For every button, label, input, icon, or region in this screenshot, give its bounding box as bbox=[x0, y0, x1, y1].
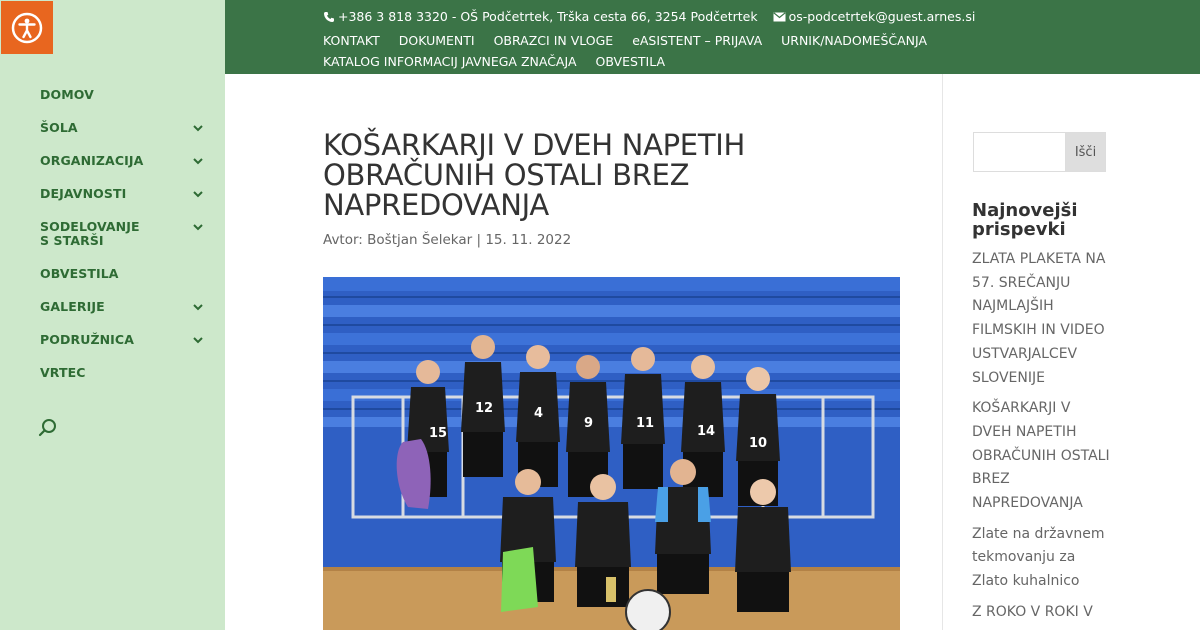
nav-item-domov[interactable] bbox=[40, 88, 205, 102]
recent-posts-list bbox=[972, 248, 1112, 630]
chevron-down-icon[interactable] bbox=[191, 333, 205, 347]
nav-item-dejavnosti[interactable] bbox=[40, 187, 205, 201]
envelope-icon bbox=[773, 12, 786, 22]
green-towel bbox=[501, 547, 538, 612]
jersey-number: 14 bbox=[697, 424, 716, 439]
accessibility-button[interactable] bbox=[1, 1, 53, 54]
phone-icon bbox=[323, 11, 335, 23]
recent-post-link[interactable]: Zlate na državnem tekmovanju za Zlato kuhalnico bbox=[972, 525, 1105, 590]
chevron-down-icon[interactable] bbox=[191, 121, 205, 135]
jersey-number: 12 bbox=[475, 401, 494, 416]
team-photo bbox=[323, 277, 900, 630]
post-meta: Avtor: Boštjan Šelekar | 15. 11. 2022 bbox=[323, 232, 572, 248]
nav-item-label: DOMOV bbox=[40, 87, 94, 102]
jersey-number: 9 bbox=[584, 416, 594, 431]
jersey-number: 11 bbox=[636, 416, 655, 431]
nav-item-label: VRTEC bbox=[40, 365, 86, 380]
phone-text[interactable]: +386 3 818 3320 - OŠ Podčetrtek, Trška cesta 66, 3254 Podčetrtek bbox=[338, 9, 758, 24]
phone-info bbox=[323, 9, 758, 24]
post-content bbox=[323, 130, 903, 248]
nav-item-label: SODELOVANJE S STARŠI bbox=[40, 219, 140, 248]
nav-item-sodelovanje[interactable] bbox=[40, 220, 205, 248]
main-nav bbox=[40, 88, 205, 380]
topnav-urnik[interactable]: URNIK/NADOMEŠČANJA bbox=[781, 33, 928, 48]
jersey-number: 15 bbox=[429, 426, 448, 441]
basketball bbox=[626, 590, 670, 630]
nav-item-podruznica[interactable] bbox=[40, 333, 205, 347]
sidebar bbox=[0, 0, 225, 630]
post-featured-image bbox=[323, 277, 900, 630]
nav-item-label: ŠOLA bbox=[40, 120, 78, 135]
nav-item-obvestila[interactable] bbox=[40, 267, 205, 281]
search-button[interactable]: Išči bbox=[1065, 132, 1106, 172]
recent-post-link[interactable]: KOŠARKARJI V DVEH NAPETIH OBRAČUNIH OSTALI BREZ NAPREDOVANJA bbox=[972, 400, 1110, 512]
nav-item-organizacija[interactable] bbox=[40, 154, 205, 168]
jersey-number: 4 bbox=[534, 406, 544, 421]
topnav-kontakt[interactable]: KONTAKT bbox=[323, 33, 380, 48]
recent-posts-title: Najnovejši prispevki bbox=[972, 200, 1078, 240]
sidebar-divider bbox=[942, 74, 943, 630]
chevron-down-icon[interactable] bbox=[191, 220, 205, 234]
search-icon[interactable] bbox=[38, 418, 58, 438]
contact-info bbox=[323, 9, 975, 24]
email-link[interactable]: os-podcetrtek@guest.arnes.si bbox=[788, 9, 976, 24]
nav-item-galerije[interactable] bbox=[40, 300, 205, 314]
post-title: KOŠARKARJI V DVEH NAPETIH OBRAČUNIH OSTALI BREZ NAPREDOVANJA bbox=[323, 128, 745, 222]
nav-item-label: ORGANIZACIJA bbox=[40, 153, 144, 168]
accessibility-icon bbox=[10, 11, 44, 45]
topnav-obvestila[interactable]: OBVESTILA bbox=[595, 54, 666, 69]
recent-post-link[interactable]: ZLATA PLAKETA NA 57. SREČANJU NAJMLAJŠIH FILMSKIH IN VIDEO USTVARJALCEV SLOVENIJE bbox=[972, 251, 1106, 386]
email-info bbox=[773, 9, 976, 24]
nav-item-label: PODRUŽNICA bbox=[40, 332, 134, 347]
secondary-nav bbox=[323, 30, 1023, 72]
chevron-down-icon[interactable] bbox=[191, 154, 205, 168]
nav-item-label: GALERIJE bbox=[40, 299, 105, 314]
topnav-easistent[interactable]: eASISTENT – PRIJAVA bbox=[632, 33, 763, 48]
trophy bbox=[606, 577, 616, 602]
search-form bbox=[973, 132, 1106, 172]
chevron-down-icon[interactable] bbox=[191, 300, 205, 314]
topnav-dokumenti[interactable]: DOKUMENTI bbox=[398, 33, 475, 48]
jersey-number: 10 bbox=[749, 436, 768, 451]
nav-item-label: DEJAVNOSTI bbox=[40, 186, 127, 201]
topnav-obrazci[interactable]: OBRAZCI IN VLOGE bbox=[493, 33, 614, 48]
recent-post-link[interactable]: Z ROKO V ROKI V bbox=[972, 603, 1093, 620]
topnav-katalog[interactable]: KATALOG INFORMACIJ JAVNEGA ZNAČAJA bbox=[323, 54, 577, 69]
nav-item-vrtec[interactable] bbox=[40, 366, 205, 380]
top-bar bbox=[225, 0, 1200, 74]
search-input[interactable] bbox=[973, 132, 1065, 172]
nav-item-sola[interactable] bbox=[40, 121, 205, 135]
nav-item-label: OBVESTILA bbox=[40, 266, 119, 281]
chevron-down-icon[interactable] bbox=[191, 187, 205, 201]
